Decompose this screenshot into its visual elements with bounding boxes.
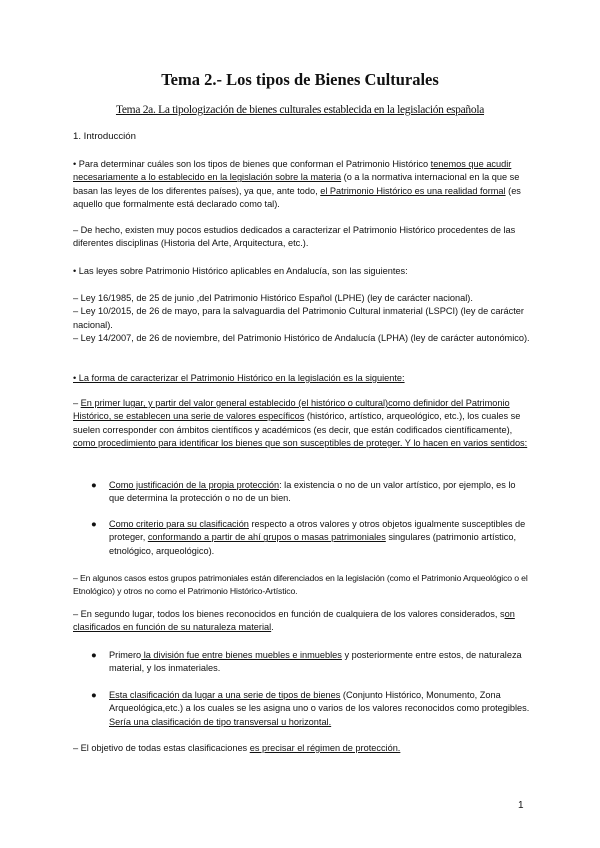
b4-c: Sería una clasificación de tipo transversal u horizontal. xyxy=(109,716,332,727)
bullet-justification xyxy=(109,479,533,506)
document-title: Tema 2.- Los tipos de Bienes Culturales xyxy=(161,70,439,89)
paragraph-studies: – De hecho, existen muy pocos estudios dedicados a caracterizar el Patrimonio Histórico procedentes de las diferentes disciplinas (Historia del Arte, Arquitectura, etc.). xyxy=(73,225,516,249)
b1-a: Como justificación de la propia protección xyxy=(109,480,280,490)
p5-c: (histórico, artístico, arqueológico, etc.), los cuales se suelen corresponder con ámbitos científicos y académicos (es decir, que están codificados científicamente), xyxy=(73,411,521,435)
document-subtitle: Tema 2a. La tipologización de bienes culturales establecida en la legislación española xyxy=(115,104,485,116)
p5-b: En primer lugar, y partir del valor general establecido (el histórico o cultural)como definidor del Patrimonio Histórico, se establecen una serie de valores específicos xyxy=(73,398,510,422)
paragraph-objective xyxy=(73,742,533,755)
p1-c: (o a la normativa internacional en la que se basan las leyes de los diferentes países), ya que, ante todo, xyxy=(73,172,520,196)
bullet-marker: ● xyxy=(91,480,97,491)
law-item: – Ley 14/2007, de 26 de noviembre, del Patrimonio Histórico de Andalucía (LPHA) (ley de carácter autonómico). xyxy=(73,332,530,343)
p1-a: • Para determinar cuáles son los tipos de bienes que conforman el Patrimonio Histórico xyxy=(73,159,431,169)
b2-d: singulares (patrimonio artístico, etnológico, arqueológico). xyxy=(109,532,517,556)
b2-c: conformando a partir de ahí grupos o masas patrimoniales xyxy=(147,532,386,543)
paragraph-characterization: • La forma de caracterizar el Patrimonio Histórico en la legislación es la siguiente: xyxy=(73,373,405,383)
bullet-classification xyxy=(109,518,533,558)
b1-b: : la existencia o no de un valor artístico, por ejemplo, es lo que determina la protección o no de un bien. xyxy=(109,480,516,504)
paragraph-second-place xyxy=(73,608,533,635)
b3-c: y posteriormente entre estos, de naturaleza material, y los inmateriales. xyxy=(109,650,522,674)
p8-b: es precisar el régimen de protección. xyxy=(249,743,401,753)
bullet-marker: ● xyxy=(91,519,97,530)
law-list xyxy=(73,292,533,345)
b3-b: la división fue entre bienes muebles e inmuebles xyxy=(141,650,342,660)
paragraph-intro xyxy=(73,158,533,211)
p1-b: tenemos que acudir necesariamente a lo establecido en la legislación sobre la materia xyxy=(73,159,512,183)
b3-a: Primero xyxy=(109,650,142,660)
p7-b: on clasificados en función de su naturaleza material xyxy=(73,609,515,633)
section-heading: 1. Introducción xyxy=(73,131,136,142)
bullet-marker: ● xyxy=(91,690,97,701)
p7-c: . xyxy=(271,622,274,633)
paragraph-laws-intro: • Las leyes sobre Patrimonio Histórico aplicables en Andalucía, son las siguientes: xyxy=(73,266,408,276)
b2-a: Como criterio para su clasificación xyxy=(109,519,249,529)
bullet-division xyxy=(109,649,533,676)
bullet-marker: ● xyxy=(91,650,97,661)
p5-d: como procedimiento para identificar los bienes que son susceptibles de proteger. Y lo hacen en varios sentidos: xyxy=(73,437,528,448)
paragraph-first-place xyxy=(73,397,533,450)
law-item: – Ley 10/2015, de 26 de mayo, para la salvaguardia del Patrimonio Cultural inmaterial (LSPCI) (ley de carácter nacional). xyxy=(73,306,524,330)
paragraph-groups: – En algunos casos estos grupos patrimoniales están diferenciados en la legislación (como el Patrimonio Arqueológico o el Etnológico) y otros no como el Patrimonio Histórico-Artístico. xyxy=(73,573,528,597)
b2-b: respecto a otros valores y otros objetos igualmente susceptibles de proteger, xyxy=(109,519,526,543)
bullet-types xyxy=(109,689,533,729)
page-number: 1 xyxy=(518,800,524,811)
p1-d: el Patrimonio Histórico es una realidad formal xyxy=(320,185,506,196)
law-item: – Ley 16/1985, de 25 de junio ,del Patrimonio Histórico Español (LPHE) (ley de carácter nacional). xyxy=(73,293,473,303)
b4-a: Esta clasificación da lugar a una serie de tipos de bienes xyxy=(109,690,341,700)
p8-a: – El objetivo de todas estas clasificaciones xyxy=(73,743,250,753)
p7-a: – En segundo lugar, todos los bienes reconocidos en función de cualquiera de los valores considerados, s xyxy=(73,609,505,619)
b4-b: (Conjunto Histórico, Monumento, Zona Arqueológica,etc.) a los cuales se les asigna uno o varios de los valores reconocidos como protegibles. xyxy=(109,690,530,714)
p5-a: – xyxy=(73,398,81,408)
p1-e: (es aquello que formalmente está declarado como tal). xyxy=(73,185,521,209)
